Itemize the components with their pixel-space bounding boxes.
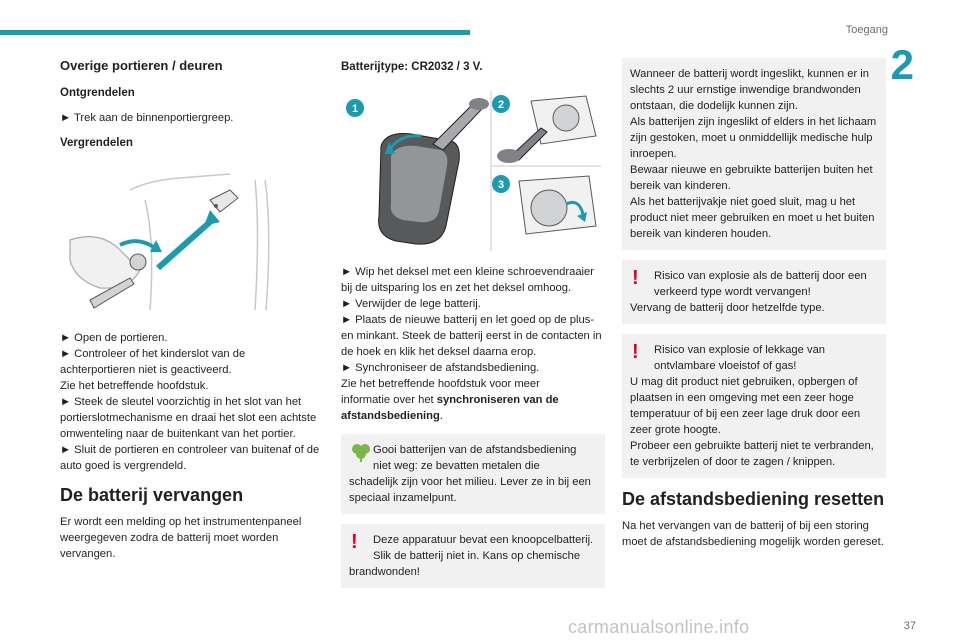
explosion-warning-box [622,260,886,324]
battery-step: ► Plaats de nieuwe batterij en let goed op de plus- [341,314,595,326]
battery-step [341,408,605,424]
column-1 [60,58,328,562]
warning-line: Deze apparatuur bevat een knoopcelbatterij. [373,534,594,546]
battery-intro-line: vervangen. [60,548,116,560]
sync-link-text: afstandsbediening [341,410,440,422]
lock-step: auto goed is vergrendeld. [60,460,187,472]
battery-step [341,392,605,408]
box-line: bereik van kinderen houden. [630,228,772,240]
battery-intro [60,514,328,562]
chapter-number: 2 [890,41,914,88]
recycle-leaf-icon [351,442,371,467]
eco-note-line: speciaal inzamelpunt. [349,492,457,504]
battery-step-text: informatie over het [341,394,434,406]
lock-step: ► Steek de sleutel voorzichtig in het slot van het [60,396,302,408]
box-line: Vervang de batterij door hetzelfde type. [630,302,825,314]
battery-step: en minkant. Steek de batterij eerst in de contacten in [341,330,602,342]
subheading-unlock: Ontgrendelen [60,87,135,99]
lock-step: portierslotmechanisme en draai het slot een achtste [60,412,317,424]
callout-2: 2 [497,99,505,111]
battery-intro-line: Er wordt een melding op het instrumentenpaneel [60,516,302,528]
battery-step: de hoek en klik het deksel daarna erop. [341,346,537,358]
lock-step: ► Sluit de portieren en controleer van buitenaf of de [60,444,320,456]
box-line: temperatuur of bij een zeer lage druk door een [630,408,861,420]
battery-intro-line: weergegeven zodra de batterij moet worden [60,532,279,544]
watermark-text: carmanualsonline.info [568,617,750,637]
eco-note-line: niet weg: ze bevatten metalen die [373,460,540,472]
box-line: slechts 2 uur ernstige inwendige brandwonden [630,84,861,96]
box-line: verkeerd type wordt vervangen! [654,286,811,298]
box-line: Als batterijen zijn ingeslikt of elders in het lichaam [630,116,877,128]
section-heading-reset: De afstandsbediening resetten [622,489,885,509]
battery-step: ► Synchroniseer de afstandsbediening. [341,362,540,374]
box-line: Risico van explosie als de batterij door een [654,270,867,282]
warning-line: brandwonden! [349,566,420,578]
eco-note-line: Gooi batterijen van de afstandsbediening [373,444,577,456]
box-line: bereik van kinderen. [630,180,731,192]
lock-steps [60,330,328,474]
swallow-warning-box [622,58,886,250]
lock-step: omwenteling naar de buitenkant van het portier. [60,428,296,440]
sync-link-text: synchroniseren van de [436,394,559,406]
column-3 [622,58,886,550]
lock-step: Zie het betreffende hoofdstuk. [60,380,209,392]
box-line: Bewaar nieuwe en gebruikte batterijen buiten het [630,164,873,176]
box-line: zeer grote hoogte. [630,424,721,436]
eco-note-box [341,434,605,514]
column-2 [341,58,605,598]
box-line: plaatsen in een omgeving met een zeer hoge [630,392,854,404]
box-line: U mag dit product niet gebruiken, opbergen of [630,376,858,388]
box-line: Wanneer de batterij wordt ingeslikt, kunnen er in [630,68,870,80]
battery-step: ► Wip het deksel met een kleine schroevendraaier [341,266,594,278]
box-line: inroepen. [630,148,677,160]
warning-exclamation-icon: ! [632,267,639,289]
lock-step: ► Open de portieren. [60,332,168,344]
warning-box-battery [341,524,605,588]
key-battery-illustration [341,86,601,256]
section-heading-other-doors: Overige portieren / deuren [60,58,223,73]
callout-3: 3 [497,179,505,191]
battery-type: Batterijtype: CR2032 / 3 V. [341,61,483,73]
header-accent-bar [0,30,470,35]
lock-step: achterportieren niet is geactiveerd. [60,364,232,376]
battery-step-end: . [439,410,443,422]
box-line: product niet meer gebruiken en moet u het buiten [630,212,875,224]
warning-line: Slik de batterij niet in. Kans op chemische [373,550,581,562]
box-line: ontvlambare vloeistof of gas! [654,360,797,372]
unlock-instruction: ► Trek aan de binnenportiergreep. [60,112,234,124]
callout-1: 1 [351,103,359,115]
eco-note-line: schadelijk zijn voor het milieu. Lever ze in bij een [349,476,591,488]
box-line: ontstaan, die dodelijk kunnen zijn. [630,100,798,112]
battery-step: bij de uitsparing los en zet het deksel omhoog. [341,282,572,294]
section-heading-battery: De batterij vervangen [60,485,244,505]
box-line: zijn gestoken, moet u onmiddellijk medische hulp [630,132,873,144]
reset-line: moet de afstandsbediening mogelijk worden gereset. [622,536,884,548]
lock-step: ► Controleer of het kinderslot van de [60,348,246,360]
subheading-lock: Vergrendelen [60,137,133,149]
reset-line: Na het vervangen van de batterij of bij een storing [622,520,869,532]
warning-exclamation-icon: ! [351,531,358,553]
battery-steps [341,264,605,424]
battery-step: Zie het betreffende hoofdstuk voor meer [341,378,540,390]
box-line: te verbrijzelen of door te zagen / knippen. [630,456,836,468]
battery-step: ► Verwijder de lege batterij. [341,298,481,310]
door-lock-illustration [60,160,320,320]
page-number: 37 [903,620,916,632]
leakage-warning-box [622,334,886,478]
section-label: Toegang [845,24,888,36]
warning-exclamation-icon: ! [632,341,639,363]
box-line: Probeer een gebruikte batterij niet te verbranden, [630,440,874,452]
box-line: Risico van explosie of lekkage van [654,344,826,356]
box-line: Als het batterijvakje niet goed sluit, mag u het [630,196,856,208]
